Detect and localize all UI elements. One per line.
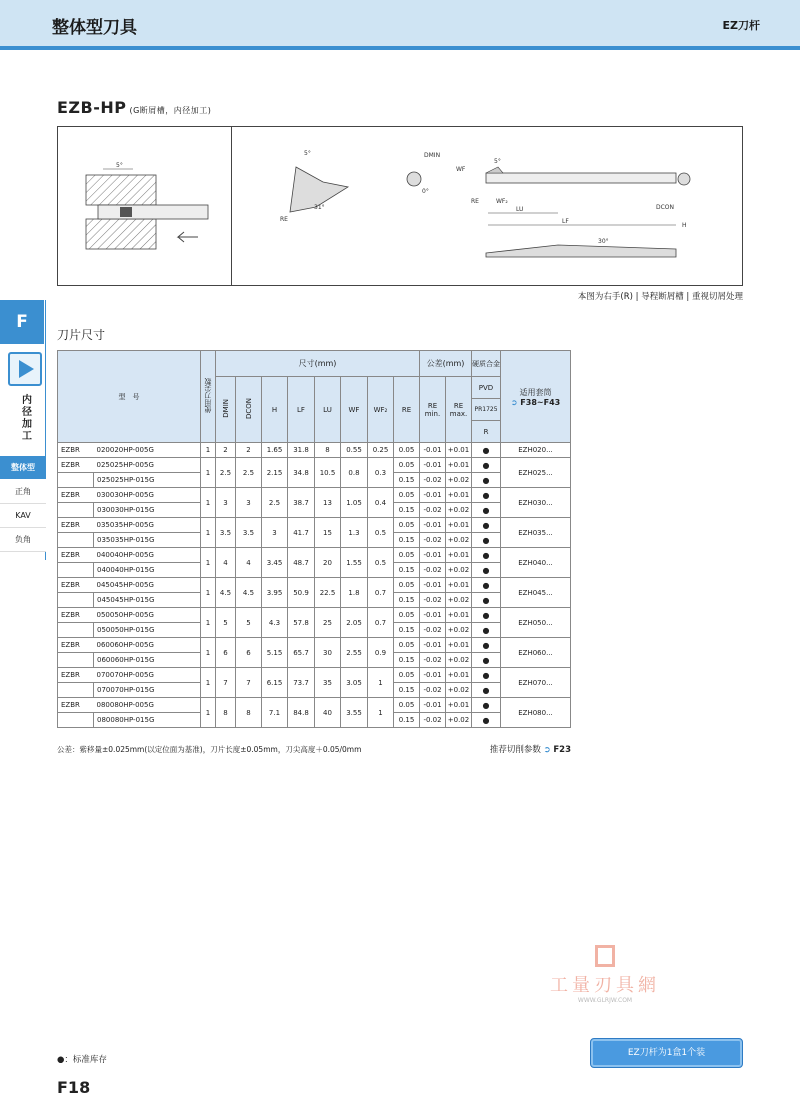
header-category: EZ刀杆 bbox=[722, 19, 760, 32]
section-title: 整体型刀具 bbox=[52, 18, 137, 38]
angle-label-4: 5° bbox=[494, 158, 501, 165]
table-row: EZBR 060060HP-005G 1 6 6 5.15 65.7 30 2.55 0.9 0.05 -0.01 +0.01 ● EZH060... bbox=[58, 638, 571, 653]
watermark-logo-icon bbox=[595, 945, 615, 967]
dcon-label: DCON bbox=[656, 204, 675, 211]
angle-label-2: 5° bbox=[304, 150, 311, 157]
tool-drawings bbox=[58, 127, 744, 285]
table-row: EZBR 040040HP-005G 1 4 4 3.45 48.7 20 1.55 0.5 0.05 -0.01 +0.01 ● EZH040... bbox=[58, 548, 571, 563]
model-header: 型 号 bbox=[58, 351, 201, 443]
table-row: EZBR 020020HP-005G 1 2 2 1.65 31.8 8 0.55 0.25 0.05 -0.01 +0.01 ● EZH020... bbox=[58, 443, 571, 458]
table-row: 040040HP-015G 0.15 -0.02 +0.02 ● bbox=[58, 563, 571, 578]
table-row: 080080HP-015G 0.15 -0.02 +0.02 ● bbox=[58, 713, 571, 728]
wf-label: WF bbox=[456, 166, 466, 173]
page-number: F18 bbox=[57, 1078, 91, 1097]
wf2-label: WF₂ bbox=[496, 198, 508, 205]
watermark bbox=[540, 945, 670, 1004]
pvd-header: PVD bbox=[472, 377, 501, 399]
watermark-url: WWW.GLRJW.COM bbox=[577, 997, 633, 1004]
table-row: 070070HP-015G 0.15 -0.02 +0.02 ● bbox=[58, 683, 571, 698]
insert-spec-table bbox=[57, 350, 571, 728]
hard-header: 硬质合金 bbox=[472, 351, 501, 377]
sidebar-item-positive[interactable]: 正角 bbox=[0, 480, 46, 504]
figure-caption: 本图为右手(R) | 导程断屑槽 | 重视切屑处理 bbox=[577, 292, 743, 302]
sidebar-item-solid[interactable]: 整体型 bbox=[0, 456, 46, 480]
holder-header: 适用套筒 ➲ F38~F43 bbox=[501, 351, 571, 443]
table-row: 045045HP-015G 0.15 -0.02 +0.02 ● bbox=[58, 593, 571, 608]
stock-dot: ● bbox=[472, 443, 501, 458]
re-label: RE bbox=[280, 216, 288, 223]
re-label-2: RE bbox=[471, 198, 479, 205]
cutting-params-link[interactable]: 推荐切削参数 ➲ F23 bbox=[489, 745, 571, 755]
category-vertical-label: 内径加工 bbox=[22, 395, 32, 442]
corners-header: 使用刀尖数 bbox=[201, 351, 216, 443]
table-row: 025025HP-015G 0.15 -0.02 +0.02 ● bbox=[58, 473, 571, 488]
table-row: 050050HP-015G 0.15 -0.02 +0.02 ● bbox=[58, 623, 571, 638]
watermark-text: 工量刃具網 bbox=[550, 975, 660, 996]
section-tab-f[interactable]: F bbox=[0, 300, 44, 344]
angle-label-3: 31° bbox=[314, 204, 325, 211]
sidebar-item-negative[interactable]: 负角 bbox=[0, 528, 46, 552]
col-lu: LU bbox=[315, 377, 341, 443]
lu-label: LU bbox=[516, 206, 524, 213]
dmin-label: DMIN bbox=[424, 152, 441, 159]
table-row: EZBR 070070HP-005G 1 7 7 6.15 73.7 35 3.05 1 0.05 -0.01 +0.01 ● EZH070... bbox=[58, 668, 571, 683]
col-wf2: WF₂ bbox=[368, 377, 394, 443]
table-row: EZBR 050050HP-005G 1 5 5 4.3 57.8 25 2.05 0.7 0.05 -0.01 +0.01 ● EZH050... bbox=[58, 608, 571, 623]
dims-header: 尺寸(mm) bbox=[216, 351, 420, 377]
page-header bbox=[0, 0, 800, 50]
sidebar-item-kav[interactable]: KAV bbox=[0, 504, 46, 528]
product-subtitle: (G断屑槽，内径加工) bbox=[129, 106, 212, 115]
table-row: EZBR 025025HP-005G 1 2.5 2.5 2.15 34.8 10.5 0.8 0.3 0.05 -0.01 +0.01 ● EZH025... bbox=[58, 458, 571, 473]
product-title bbox=[57, 98, 211, 117]
col-re-max: RE max. bbox=[446, 377, 472, 443]
col-re: RE bbox=[394, 377, 420, 443]
table-row: EZBR 080080HP-005G 1 8 8 7.1 84.8 40 3.55 1 0.05 -0.01 +0.01 ● EZH080... bbox=[58, 698, 571, 713]
holder-packaging-button[interactable]: EZ刀杆为1盒1个装 bbox=[590, 1038, 743, 1068]
stock-legend: ●：标准库存 bbox=[57, 1055, 107, 1065]
hand-header: R bbox=[472, 421, 501, 443]
angle-30-label: 30° bbox=[598, 238, 609, 245]
table-row: 035035HP-015G 0.15 -0.02 +0.02 ● bbox=[58, 533, 571, 548]
table-row: 030030HP-015G 0.15 -0.02 +0.02 ● bbox=[58, 503, 571, 518]
col-h: H bbox=[262, 377, 288, 443]
angle-label: 5° bbox=[116, 162, 123, 169]
angle-zero-label: 0° bbox=[422, 188, 429, 195]
col-wf: WF bbox=[341, 377, 368, 443]
tolerance-note: 公差：紫移量±0.025mm(以定位面为基准)，刀片长度±0.05mm，刀尖高度＋0.05/0mm bbox=[57, 745, 362, 754]
table-row: EZBR 035035HP-005G 1 3.5 3.5 3 41.7 15 1.3 0.5 0.05 -0.01 +0.01 ● EZH035... bbox=[58, 518, 571, 533]
col-re-min: RE min. bbox=[420, 377, 446, 443]
arrow-right-icon: ➲ bbox=[543, 745, 551, 755]
table-row: EZBR 030030HP-005G 1 3 3 2.5 38.7 13 1.05 0.4 0.05 -0.01 +0.01 ● EZH030... bbox=[58, 488, 571, 503]
h-label: H bbox=[682, 222, 687, 229]
tool-diagram bbox=[57, 126, 743, 286]
col-dcon: DCON bbox=[236, 377, 262, 443]
table-row: EZBR 045045HP-005G 1 4.5 4.5 3.95 50.9 22.5 1.8 0.7 0.05 -0.01 +0.01 ● EZH045... bbox=[58, 578, 571, 593]
boring-icon bbox=[8, 352, 42, 386]
col-lf: LF bbox=[288, 377, 315, 443]
product-name: EZB-HP bbox=[57, 98, 127, 117]
lf-label: LF bbox=[562, 218, 569, 225]
table-section-title: 刀片尺寸 bbox=[57, 328, 106, 342]
table-row: 060060HP-015G 0.15 -0.02 +0.02 ● bbox=[58, 653, 571, 668]
col-dmin: DMIN bbox=[216, 377, 236, 443]
tol-header: 公差(mm) bbox=[420, 351, 472, 377]
sidebar-nav bbox=[0, 456, 46, 552]
grade-header: PR1725 bbox=[472, 399, 501, 421]
